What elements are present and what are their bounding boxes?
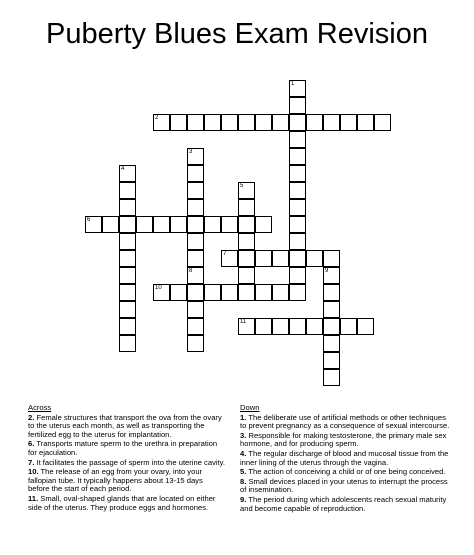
grid-cell[interactable] [323,250,340,267]
clue-number: 1. [240,412,247,422]
cell-number: 6 [87,217,91,223]
grid-cell[interactable] [255,216,272,233]
grid-cell[interactable] [323,301,340,318]
across-clue-2 [28,414,226,440]
grid-cell[interactable] [289,250,306,267]
clue-text: It facilitates the passage of sperm into the uterine cavity. [36,457,226,467]
grid-cell[interactable] [255,250,272,267]
grid-cell[interactable] [187,182,204,199]
down-clue-4 [240,450,452,467]
across-clues [28,404,226,513]
clue-number: 2. [28,412,35,422]
grid-cell[interactable] [221,114,238,131]
down-clues [240,404,452,514]
grid-cell[interactable] [187,216,204,233]
clue-text: Responsible for making testosterone, the primary male sex hormone, and for producing sperm. [240,430,447,449]
grid-cell[interactable] [289,97,306,114]
grid-cell[interactable] [204,114,221,131]
grid-cell[interactable] [119,250,136,267]
grid-cell[interactable] [272,114,289,131]
grid-cell[interactable] [323,267,340,284]
grid-cell[interactable] [289,267,306,284]
grid-cell[interactable] [170,216,187,233]
grid-cell[interactable] [357,318,374,335]
grid-cell[interactable] [119,182,136,199]
grid-cell[interactable] [204,216,221,233]
grid-cell[interactable] [238,250,255,267]
down-clue-1 [240,414,452,431]
clue-text: Female structures that transport the ova from the ovary to the uterus each month, as well as transporting the fertilized egg to the uterus for implantation. [28,412,222,439]
grid-cell[interactable] [238,114,255,131]
grid-cell[interactable] [187,301,204,318]
down-clue-9 [240,496,452,513]
grid-cell[interactable] [238,199,255,216]
grid-cell[interactable] [374,114,391,131]
grid-cell[interactable] [306,318,323,335]
grid-cell[interactable] [289,199,306,216]
grid-cell[interactable] [323,335,340,352]
grid-cell[interactable] [187,233,204,250]
grid-cell[interactable] [323,369,340,386]
clue-number: 6. [28,439,35,449]
grid-cell[interactable] [255,318,272,335]
clue-number: 8. [240,476,247,486]
cell-number: 5 [240,183,244,189]
grid-cell[interactable] [119,165,136,182]
grid-cell[interactable] [323,114,340,131]
grid-cell[interactable] [323,284,340,301]
grid-cell[interactable] [289,233,306,250]
cell-number: 2 [155,115,159,121]
grid-cell[interactable] [187,267,204,284]
grid-cell[interactable] [119,318,136,335]
cell-number: 4 [121,166,125,172]
grid-cell[interactable] [255,284,272,301]
down-clue-5 [240,468,452,477]
grid-cell[interactable] [289,216,306,233]
grid-cell[interactable] [170,284,187,301]
grid-cell[interactable] [119,216,136,233]
grid-cell[interactable] [119,233,136,250]
grid-cell[interactable] [289,182,306,199]
grid-cell[interactable] [187,114,204,131]
across-clue-7 [28,459,226,468]
grid-cell[interactable] [340,114,357,131]
grid-cell[interactable] [153,216,170,233]
down-clue-3 [240,432,452,449]
grid-cell[interactable] [323,352,340,369]
grid-cell[interactable] [238,318,255,335]
grid-cell[interactable] [187,318,204,335]
grid-cell[interactable] [119,335,136,352]
grid-cell[interactable] [272,318,289,335]
grid-cell[interactable] [357,114,374,131]
grid-cell[interactable] [238,182,255,199]
clue-text: Small devices placed in your uterus to interrupt the process of insemination. [240,476,448,495]
grid-cell[interactable] [238,216,255,233]
clue-number: 11. [28,493,39,503]
clue-number: 5. [240,467,247,477]
clue-number: 10. [28,467,39,477]
grid-cell[interactable] [204,284,221,301]
grid-cell[interactable] [306,114,323,131]
grid-cell[interactable] [289,318,306,335]
grid-cell[interactable] [238,284,255,301]
grid-cell[interactable] [119,301,136,318]
cell-number: 10 [155,285,162,291]
grid-cell[interactable] [289,148,306,165]
across-clue-11 [28,495,226,512]
clue-text: The regular discharge of blood and mucosal tissue from the inner lining of the uterus through the vagina. [240,448,449,467]
grid-cell[interactable] [221,250,238,267]
cell-number: 9 [325,268,329,274]
clue-text: The release of an egg from your ovary, into your fallopian tube. It typically happens about 13-15 days before the start of each period. [28,467,203,494]
across-heading: Across [28,403,52,412]
grid-cell[interactable] [272,284,289,301]
grid-cell[interactable] [289,80,306,97]
grid-cell[interactable] [289,131,306,148]
grid-cell[interactable] [187,148,204,165]
grid-cell[interactable] [187,199,204,216]
grid-cell[interactable] [272,250,289,267]
grid-cell[interactable] [238,267,255,284]
clue-text: The period during which adolescents reach sexual maturity and become capable of reproduction. [240,494,447,513]
grid-cell[interactable] [323,318,340,335]
grid-cell[interactable] [119,199,136,216]
cell-number: 1 [291,81,295,87]
grid-cell[interactable] [102,216,119,233]
grid-cell[interactable] [153,284,170,301]
clue-number: 7. [28,457,35,467]
grid-cell[interactable] [187,250,204,267]
grid-cell[interactable] [255,114,272,131]
grid-cell[interactable] [289,114,306,131]
clue-number: 4. [240,448,247,458]
grid-cell[interactable] [136,216,153,233]
puzzle-title: Puberty Blues Exam Revision [46,18,428,50]
down-clue-8 [240,478,452,495]
grid-cell[interactable] [289,165,306,182]
grid-cell[interactable] [289,284,306,301]
cell-number: 11 [240,319,247,325]
clue-number: 3. [240,430,247,440]
cell-number: 7 [223,251,227,257]
cell-number: 3 [189,149,193,155]
across-clue-10 [28,468,226,494]
grid-cell[interactable] [170,114,187,131]
grid-cell[interactable] [306,250,323,267]
clue-number: 9. [240,494,247,504]
across-clue-6 [28,440,226,457]
cell-number: 8 [189,268,193,274]
clue-text: Small, oval-shaped glands that are located on either side of the uterus. They produce eggs and hormones. [28,493,216,512]
grid-cell[interactable] [119,284,136,301]
grid-cell[interactable] [85,216,102,233]
grid-cell[interactable] [187,335,204,352]
grid-cell[interactable] [238,233,255,250]
grid-cell[interactable] [221,216,238,233]
clue-text: The action of conceiving a child or of one being conceived. [248,467,446,477]
grid-cell[interactable] [340,318,357,335]
grid-cell[interactable] [153,114,170,131]
grid-cell[interactable] [187,284,204,301]
clue-text: Transports mature sperm to the urethra in preparation for ejaculation. [28,439,218,457]
grid-cell[interactable] [187,165,204,182]
grid-cell[interactable] [119,267,136,284]
clue-text: The deliberate use of artificial methods or other techniques to prevent pregnancy as a consequence of sexual intercourse. [240,412,450,431]
down-heading: Down [240,403,260,412]
grid-cell[interactable] [221,284,238,301]
